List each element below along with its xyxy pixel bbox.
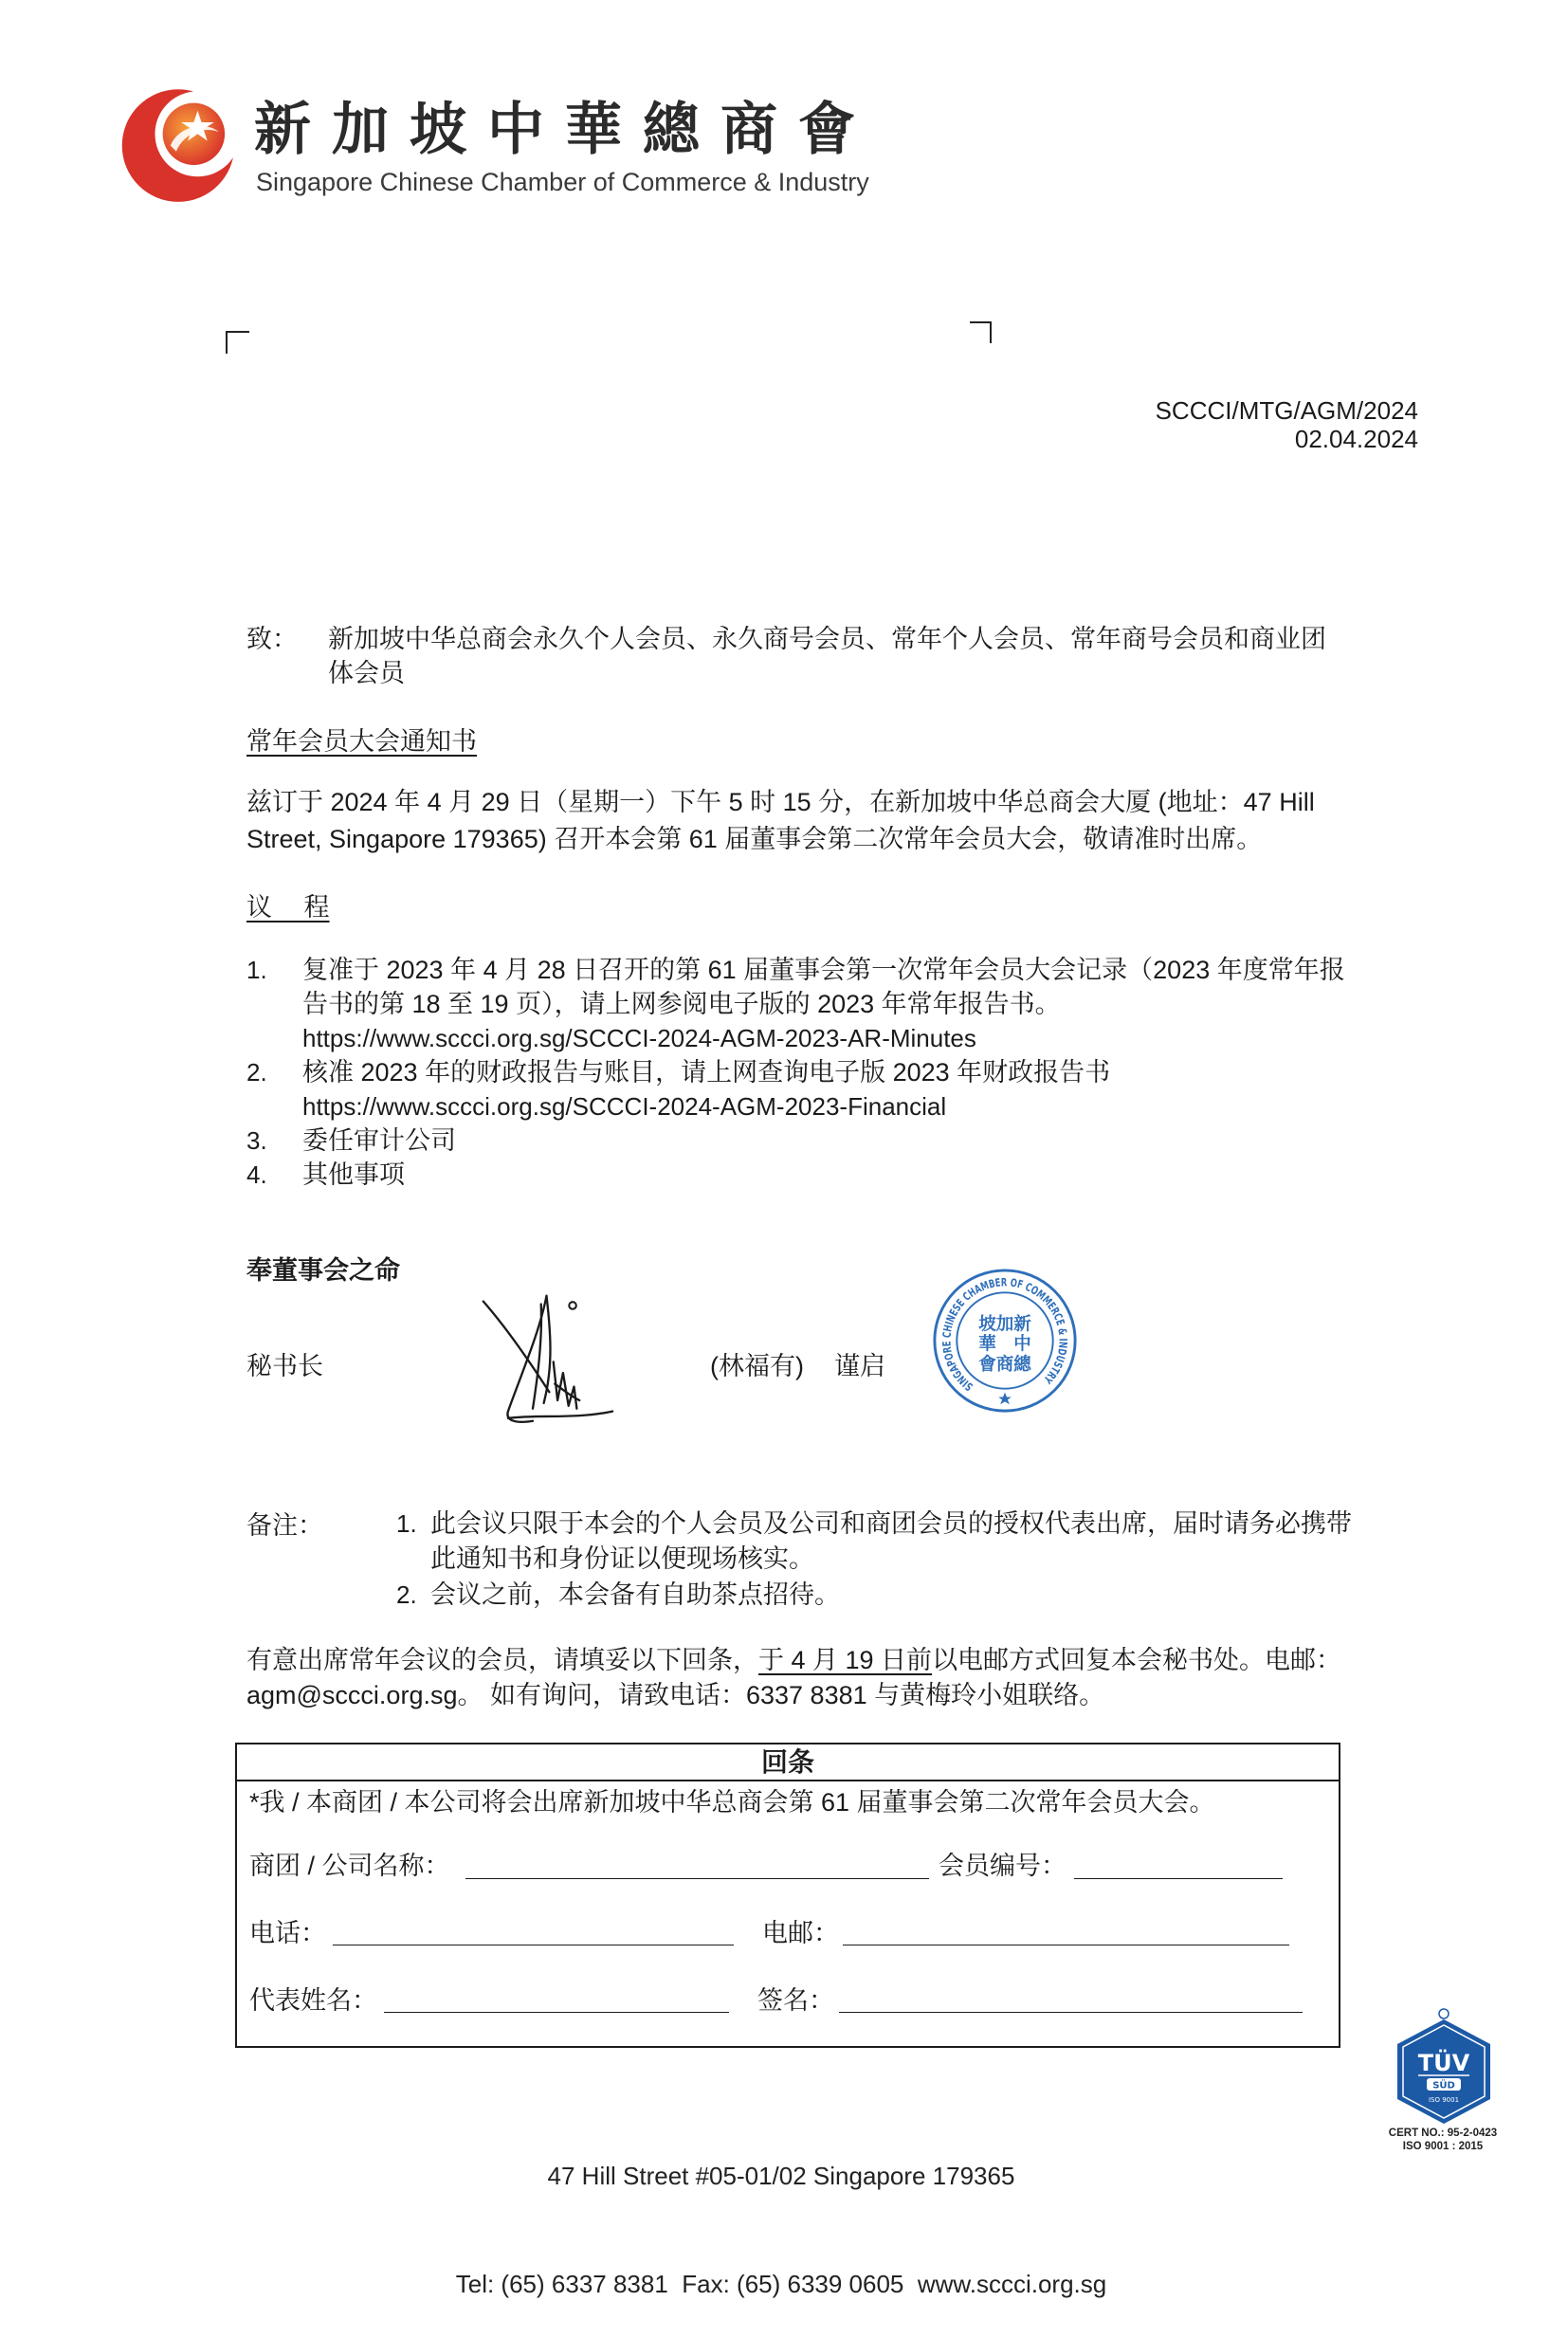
cert-number: CERT NO.: 95-2-0423 — [1388, 2128, 1498, 2139]
badge-iso-text: ISO 9001 — [1428, 2096, 1460, 2104]
recipient-text — [328, 622, 1326, 690]
rsvp-deadline: 于 4 月 19 日前 — [758, 1646, 933, 1674]
annual-report-minutes-link[interactable]: https://www.sccci.org.sg/SCCCI-2024-AGM-2023-AR-Minutes — [302, 1024, 976, 1052]
badge-sud-text: SÜD — [1432, 2080, 1455, 2091]
rsvp-paragraph — [246, 1643, 1341, 1713]
agenda-item-1-continued — [246, 987, 1345, 1021]
agenda-item-2 — [246, 1055, 1345, 1089]
secretary-general-title: 秘书长 — [246, 1352, 323, 1380]
org-name-chinese: 新加坡中華總商會 — [254, 97, 876, 163]
recipient-line: 新加坡中华总商会永久个人会员、永久商号会员、常年个人会员、常年商号会员和商业团 — [328, 625, 1326, 653]
corner-mark-left-vertical — [226, 331, 228, 354]
reference-block — [1156, 396, 1418, 453]
org-name-english: Singapore Chinese Chamber of Commerce & Industry — [256, 168, 869, 196]
footer-address: 47 Hill Street #05-01/02 Singapore 179365 — [547, 2162, 1015, 2190]
reply-slip-title: 回条 — [237, 1744, 1339, 1781]
sccci-logo — [119, 78, 237, 209]
rsvp-line-2 — [246, 1678, 1341, 1713]
remark-number: 1. — [396, 1508, 417, 1538]
cert-standard: ISO 9001 : 2015 — [1402, 2141, 1484, 2152]
attendance-statement: *我 / 本商团 / 本公司将会出席新加坡中华总商会第 61 届董事会第二次常年会员大会。 — [249, 1788, 1215, 1817]
company-name-line — [465, 1878, 929, 1879]
agenda-item-2-link-row — [246, 1089, 1345, 1123]
meeting-line: 兹订于 2024 年 4 月 29 日（星期一）下午 5 时 15 分，在新加坡中华总商会大厦 (地址：47 Hill — [246, 788, 1315, 816]
remark-text: 此会议只限于本会的个人会员及公司和商团会员的授权代表出席，届时请务必携带 — [430, 1508, 1352, 1538]
recipient-line: 体会员 — [328, 659, 405, 687]
remark-item-1-continued — [396, 1542, 1352, 1578]
chamber-seal-stamp — [931, 1267, 1079, 1415]
remark-item-2 — [396, 1577, 1352, 1613]
corner-mark-right-vertical — [990, 321, 992, 343]
agenda-list — [246, 953, 1345, 1192]
agenda-item-number: 4. — [246, 1160, 267, 1189]
rsvp-line-1 — [246, 1643, 1341, 1678]
financial-report-link[interactable]: https://www.sccci.org.sg/SCCCI-2024-AGM-2023-Financial — [302, 1092, 947, 1121]
rsvp-instruction: 以电邮方式回复本会秘书处。电邮： — [932, 1646, 1342, 1674]
agenda-item-3 — [246, 1123, 1345, 1158]
representative-label: 代表姓名： — [249, 1986, 377, 2015]
seal-ring-text: SINGAPORE CHINESE CHAMBER OF COMMERCE & INDUSTRY — [939, 1275, 1070, 1394]
footer — [0, 2086, 1562, 2338]
badge-tuv-text: TÜV — [1417, 2050, 1470, 2076]
remark-text: 此通知书和身份证以便现场核实。 — [430, 1544, 814, 1574]
notice-title: 常年会员大会通知书 — [246, 727, 477, 756]
agenda-item-text: 其他事项 — [302, 1160, 405, 1189]
closing-phrase: 谨启 — [834, 1352, 885, 1380]
remarks-label: 备注： — [246, 1511, 323, 1540]
agenda-item-1-link-row — [246, 1021, 1345, 1055]
agenda-title: 议 程 — [246, 893, 330, 922]
certification-text — [1384, 2127, 1502, 2153]
member-no-label: 会员编号： — [939, 1852, 1067, 1880]
signature-line — [839, 2012, 1303, 2013]
agenda-item-number: 1. — [246, 956, 267, 984]
remark-item-1 — [396, 1506, 1352, 1542]
member-no-line — [1074, 1878, 1283, 1879]
agenda-item-text: 告书的第 18 至 19 页），请上网参阅电子版的 2023 年常年报告书。 — [302, 990, 1061, 1018]
seal-row-middle: 華 中 — [978, 1334, 1031, 1355]
agenda-item-4 — [246, 1158, 1345, 1192]
reference-code: SCCCI/MTG/AGM/2024 — [1155, 396, 1418, 425]
email-label: 电邮： — [762, 1919, 839, 1947]
corner-mark-left-horizontal — [226, 331, 249, 333]
phone-label: 电话： — [249, 1919, 326, 1947]
representative-line — [384, 2012, 729, 2013]
meeting-paragraph — [246, 784, 1315, 858]
recipient-label: 致： — [246, 625, 298, 653]
signature-label: 签名： — [757, 1986, 834, 2015]
corner-mark-right-horizontal — [970, 321, 992, 323]
handwritten-signature — [478, 1290, 615, 1428]
rsvp-contact-info: 。 如有询问，请致电话：6337 8381 与黄梅玲小姐联络。 — [457, 1681, 1105, 1709]
agenda-item-text: 委任审计公司 — [302, 1126, 456, 1155]
footer-contact: Tel: (65) 6337 8381 Fax: (65) 6339 0605 www.sccci.org.sg — [455, 2270, 1107, 2298]
agenda-item-number: 3. — [246, 1126, 267, 1155]
remark-number: 2. — [396, 1580, 417, 1609]
secretary-general-name: (林福有) — [710, 1352, 804, 1380]
seal-row-top: 坡加新 — [978, 1314, 1031, 1335]
meeting-line: Street, Singapore 179365) 召开本会第 61 届董事会第二次常年会员大会，敬请准时出席。 — [246, 825, 1263, 853]
agenda-item-text: 核准 2023 年的财政报告与账目，请上网查询电子版 2023 年财政报告书 — [302, 1058, 1111, 1087]
agenda-item-1 — [246, 953, 1345, 987]
agenda-item-number: 2. — [246, 1058, 267, 1087]
remarks-list — [396, 1506, 1352, 1613]
tuv-sud-certification-badge — [1392, 2008, 1496, 2126]
reply-slip-form — [235, 1743, 1340, 2048]
company-name-label: 商团 / 公司名称： — [249, 1852, 450, 1880]
seal-star-icon — [998, 1393, 1012, 1405]
rsvp-intro: 有意出席常年会议的会员，请填妥以下回条， — [246, 1646, 758, 1674]
remark-text: 会议之前，本会备有自助茶点招待。 — [430, 1580, 840, 1609]
seal-row-bottom: 會商總 — [978, 1355, 1031, 1376]
rsvp-email-link[interactable]: agm@sccci.org.sg — [246, 1681, 458, 1709]
agenda-item-text: 复准于 2023 年 4 月 28 日召开的第 61 届董事会第一次常年会员大会记录（2023 年度常年报 — [302, 956, 1345, 984]
reference-date: 02.04.2024 — [1294, 425, 1418, 453]
by-order-of-board: 奉董事会之命 — [246, 1256, 400, 1285]
